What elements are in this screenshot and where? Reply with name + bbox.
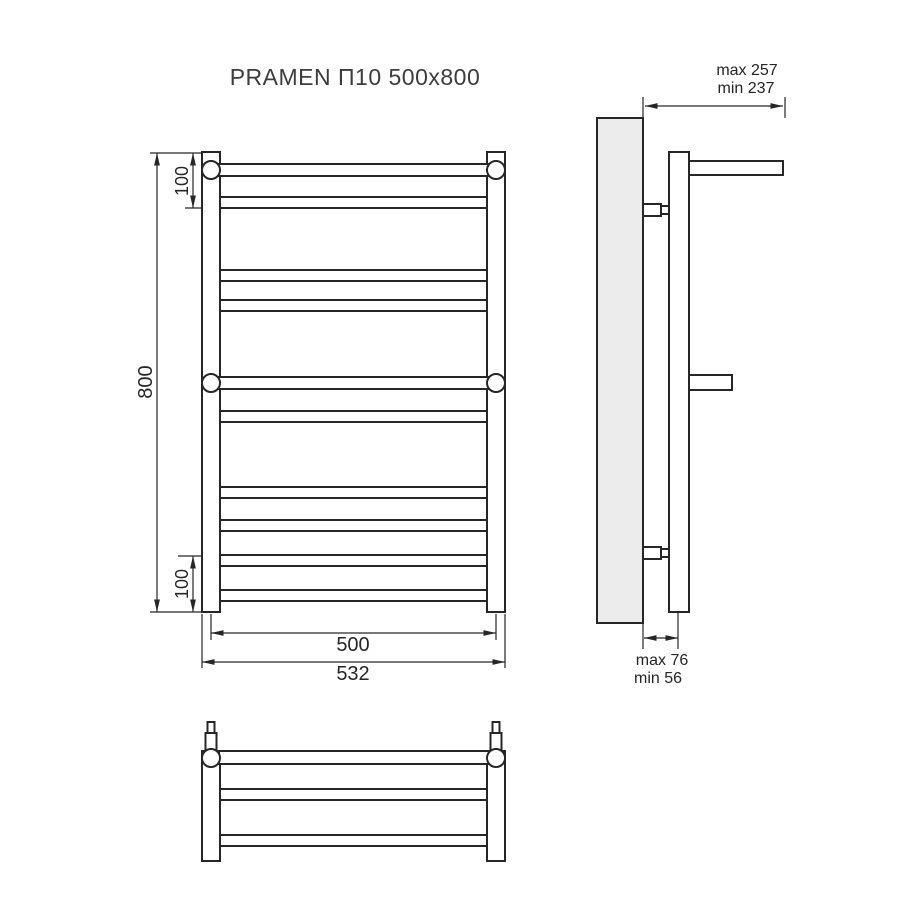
wall-bracket-bottom-collar: [661, 549, 669, 557]
rung-bar: [220, 590, 487, 601]
joint-circle: [202, 374, 220, 392]
plan-bar: [220, 835, 487, 846]
rung-bar: [220, 197, 487, 208]
valve-stem-right: [491, 733, 502, 750]
valve-stem-tip-right: [493, 722, 500, 733]
wall-bracket-top-collar: [661, 206, 669, 214]
rung-bar: [220, 520, 487, 531]
joint-circle: [487, 374, 505, 392]
wall-section: [597, 118, 643, 623]
rung-bar: [220, 270, 487, 281]
rung-bar: [220, 411, 487, 422]
dim-label-532: 532: [336, 663, 370, 685]
dim-label-100-top: 100: [172, 165, 192, 197]
dim-label-min-237: min 237: [717, 80, 775, 97]
valve-stem-left: [206, 733, 217, 750]
dim-label-800: 800: [135, 365, 157, 399]
dim-label-max-76: max 76: [635, 652, 689, 669]
valve-stem-tip-left: [208, 722, 215, 733]
side-post: [669, 152, 689, 612]
front-view: [135, 152, 505, 685]
joint-circle: [202, 749, 220, 767]
dim-label-100-bottom: 100: [172, 568, 192, 600]
wall-bracket-top: [643, 204, 661, 216]
wall-bracket-bottom: [643, 547, 661, 559]
rung-bar: [220, 555, 487, 566]
front-middle-protruding-bar: [218, 377, 489, 389]
plan-bar: [220, 789, 487, 800]
dim-label-500: 500: [336, 634, 370, 656]
drawing-title: PRAMEN П10 500x800: [229, 64, 481, 90]
dim-label-min-56: min 56: [633, 670, 683, 687]
plan-view: [202, 722, 505, 861]
side-top-bar: [689, 161, 783, 175]
joint-circle: [202, 161, 220, 179]
joint-circle: [487, 749, 505, 767]
plan-front-bar: [219, 751, 489, 764]
rung-bar: [220, 487, 487, 498]
dim-label-max-257: max 257: [716, 62, 778, 79]
side-middle-bar: [689, 375, 732, 390]
joint-circle: [487, 161, 505, 179]
front-top-protruding-bar: [218, 164, 489, 176]
side-view: [597, 62, 785, 687]
rung-bar: [220, 300, 487, 311]
